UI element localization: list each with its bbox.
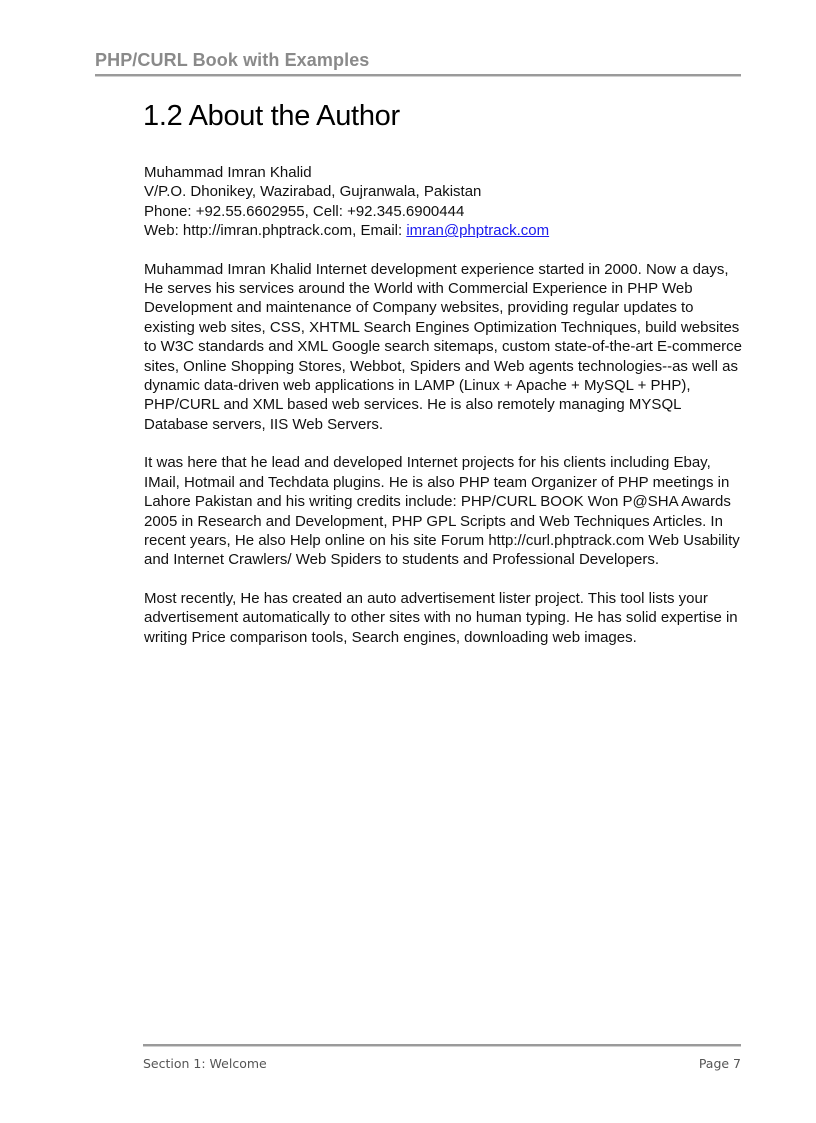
author-email-link[interactable]: imran@phptrack.com [406, 222, 550, 240]
running-header-title: PHP/CURL Book with Examples [95, 50, 370, 70]
section-title: 1.2 About the Author [143, 100, 400, 132]
author-phone: Phone: +92.55.6602955, Cell: +92.345.6900444 [144, 202, 465, 220]
body-paragraph-1: Muhammad Imran Khalid Internet development experience started in 2000. Now a days, He serves his services around the World with Commercial Experience in PHP Web Development and maintenance of Company websites, providing regular updates to existing web sites, CSS, XHTML Search Engines Optimization Techniques, build websites to W3C standards and XML Google search sitemaps, custom state-of-the-art E-commerce sites, Online Shopping Stores, Webbot, Spiders and Web agents technologies--as well as dynamic data-driven web applications in LAMP (Linux + Apache + MySQL + PHP), PHP/CURL and XML based web services. He is also remotely managing MYSQL Database servers, IIS Web Servers. [144, 260, 743, 433]
body-paragraph-2: It was here that he lead and developed Internet projects for his clients including Ebay, IMail, Hotmail and Techdata plugins. He is also PHP team Organizer of PHP meetings in Lahore Pakistan and his writing credits include: PHP/CURL BOOK Won P@SHA Awards 2005 in Research and Development, PHP GPL Scripts and Web Techniques Articles. In recent years, He also Help online on his site Forum http://curl.phptrack.com Web Usability and Internet Crawlers/ Web Spiders to students and Professional Developers. [144, 454, 740, 569]
page-body [144, 163, 744, 666]
author-web-text: Web: http://imran.phptrack.com, Email: [144, 222, 407, 240]
author-contact-block [144, 163, 744, 241]
header-divider [95, 74, 741, 77]
body-paragraph-3: Most recently, He has created an auto advertisement lister project. This tool lists your advertisement automatically to other sites with no human typing. He has solid expertise in writing Price comparison tools, Search engines, downloading web images. [144, 589, 738, 646]
author-web-line [144, 221, 744, 240]
footer-section-label: Section 1: Welcome [143, 1056, 267, 1071]
footer-divider [143, 1044, 741, 1047]
author-name: Muhammad Imran Khalid [144, 164, 312, 181]
footer-page-number: Page 7 [698, 1056, 741, 1071]
author-address: V/P.O. Dhonikey, Wazirabad, Gujranwala, Pakistan [144, 183, 482, 201]
